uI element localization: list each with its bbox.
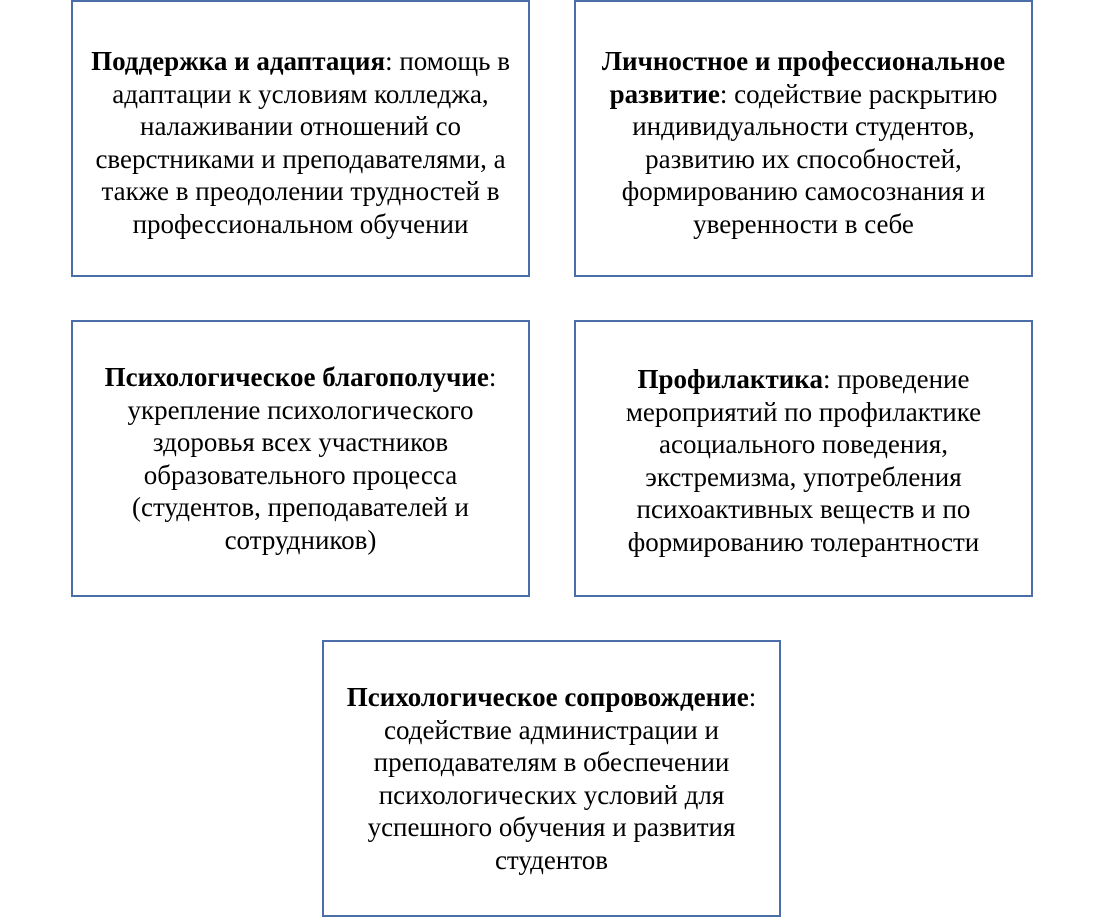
block-title: Психологическое благополучие bbox=[104, 362, 489, 392]
block-content bbox=[83, 361, 518, 556]
block-description: : укрепление психологического здоровья всех участников образовательного процесса (студентов, преподавателей и сотрудников) bbox=[127, 362, 497, 555]
block-personal-professional-development bbox=[574, 0, 1033, 277]
block-psychological-wellbeing bbox=[71, 320, 530, 597]
block-support-adaptation bbox=[71, 0, 530, 277]
block-title: Профилактика bbox=[637, 364, 823, 394]
block-description: : проведение мероприятий по профилактике асоциального поведения, экстремизма, употребления психоактивных веществ и по формированию толерантности bbox=[625, 364, 982, 557]
block-description: : содействие администрации и преподавателям в обеспечении психологических условий для успешного обучения и развития студентов bbox=[367, 682, 757, 875]
block-description: : помощь в адаптации к условиям колледжа, налаживании отношений со сверстниками и преподавателями, а также в преодолении трудностей в профессиональном обучении bbox=[95, 46, 510, 239]
block-content bbox=[586, 37, 1021, 240]
block-title: Психологическое сопровождение bbox=[346, 682, 749, 712]
block-content bbox=[83, 37, 518, 240]
block-content bbox=[334, 681, 769, 876]
block-content bbox=[586, 359, 1021, 558]
block-title: Поддержка и адаптация bbox=[91, 46, 386, 76]
block-psychological-accompaniment bbox=[322, 640, 781, 917]
block-prevention bbox=[574, 320, 1033, 597]
block-title: Личностное и профессиональное развитие bbox=[601, 46, 1006, 109]
block-description: : содействие раскрытию индивидуальности студентов, развитию их способностей, формированию самосознания и уверенности в себе bbox=[621, 78, 998, 239]
